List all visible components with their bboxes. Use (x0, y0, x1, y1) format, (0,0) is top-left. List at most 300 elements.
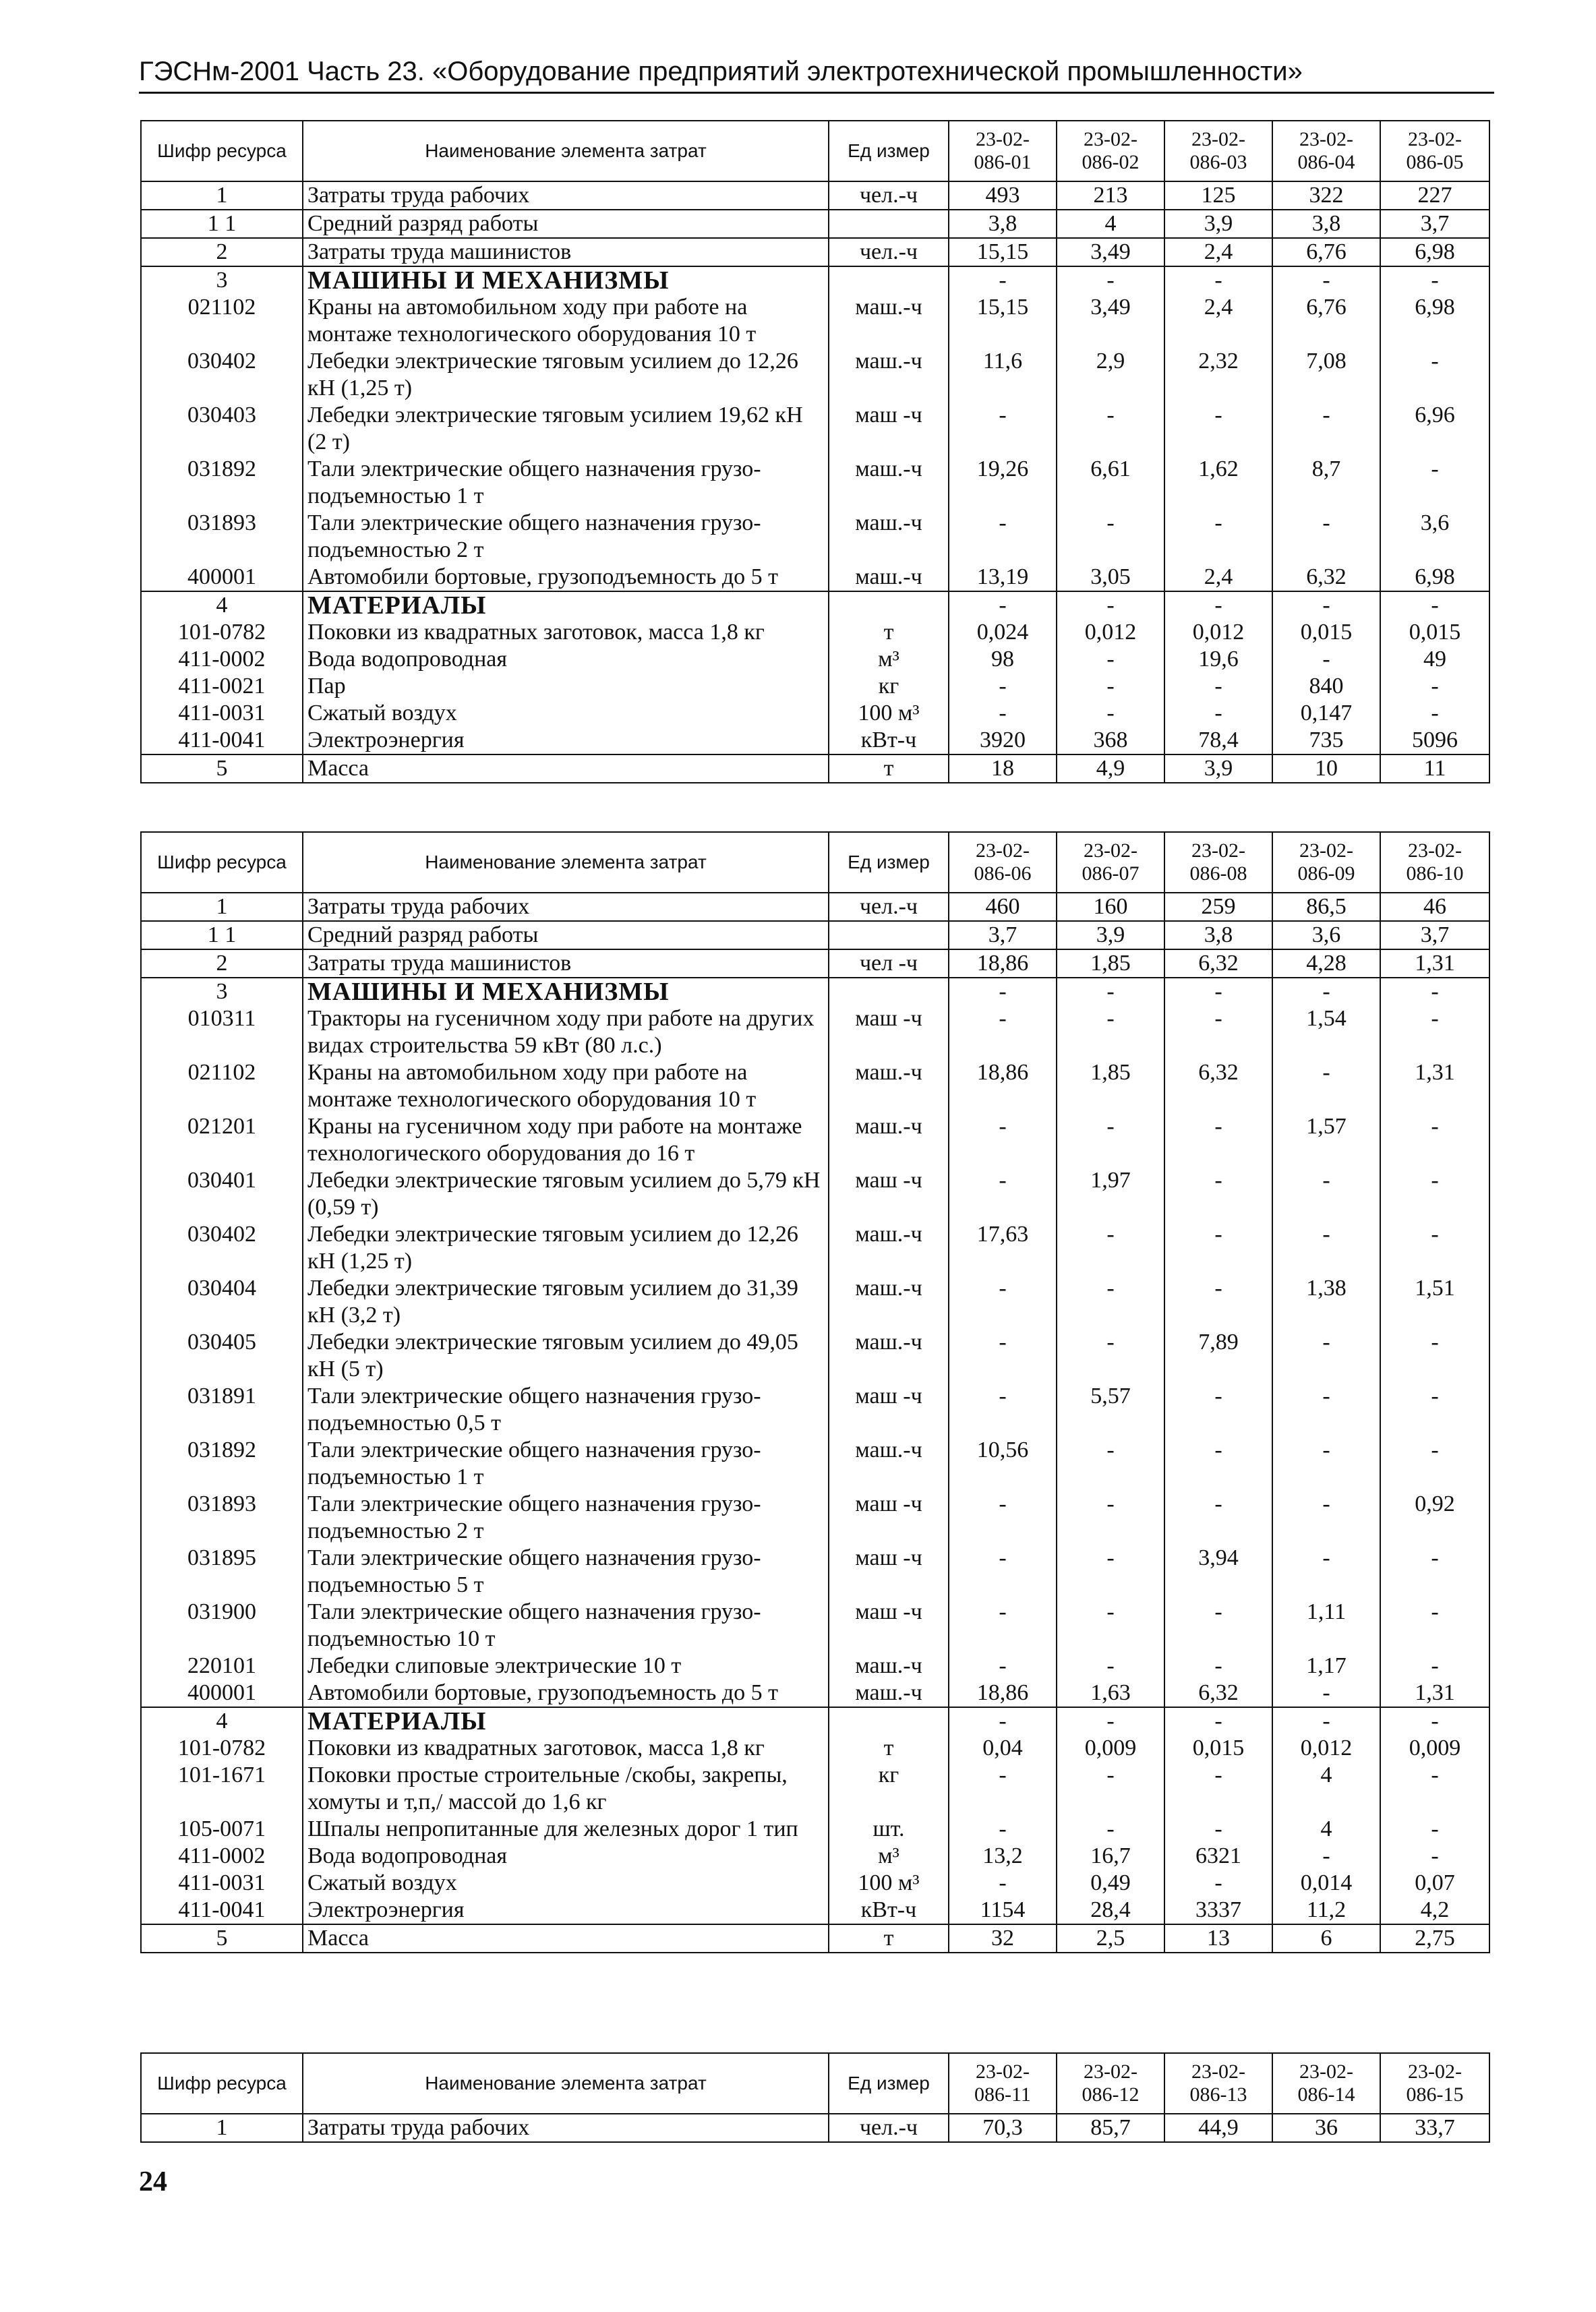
column-header-unit: Ед измер (829, 2053, 949, 2114)
resource-name: Сжатый воздух (303, 700, 829, 727)
resource-value: - (949, 1653, 1057, 1680)
resource-name: Затраты труда рабочих (303, 893, 829, 921)
resource-unit: маш -ч (829, 1383, 949, 1437)
resource-value: - (1380, 591, 1489, 619)
resource-unit (829, 266, 949, 294)
resource-code: 101-0782 (141, 1735, 303, 1762)
resource-value: - (949, 1329, 1057, 1383)
resource-value: - (1380, 1113, 1489, 1167)
resource-value: 3,05 (1057, 564, 1164, 591)
resource-value: 3,7 (1380, 921, 1489, 949)
table-row (141, 1599, 1489, 1653)
resource-value: 18,86 (949, 1680, 1057, 1707)
resource-value: - (1272, 1329, 1380, 1383)
resource-name: Тали электрические общего назначения грузо-подъемностью 1 т (303, 1437, 829, 1491)
resource-code: 031892 (141, 456, 303, 510)
resource-value: 3,9 (1164, 754, 1272, 783)
resource-value: - (1380, 1329, 1489, 1383)
table-row (141, 700, 1489, 727)
resource-value: 4,9 (1057, 754, 1164, 783)
resource-value: - (1164, 1491, 1272, 1545)
resource-name: Шпалы непропитанные для железных дорог 1 тип (303, 1816, 829, 1843)
resource-value: - (1057, 266, 1164, 294)
resource-value: - (1057, 1491, 1164, 1545)
resource-value: 493 (949, 181, 1057, 210)
resource-value: - (1272, 1437, 1380, 1491)
resource-value: - (1380, 1653, 1489, 1680)
resource-table-2 (140, 831, 1490, 1953)
resource-value: - (1272, 978, 1380, 1005)
resource-value: 11 (1380, 754, 1489, 783)
resource-value: 4 (1057, 210, 1164, 238)
resource-value: 3,49 (1057, 238, 1164, 266)
resource-value: - (1380, 978, 1489, 1005)
resource-code: 101-0782 (141, 619, 303, 646)
resource-code: 031893 (141, 1491, 303, 1545)
resource-unit (829, 591, 949, 619)
resource-code: 031891 (141, 1383, 303, 1437)
table-row (141, 1762, 1489, 1816)
resource-value: 6 (1272, 1924, 1380, 1953)
resource-value: 18 (949, 754, 1057, 783)
resource-name: Сжатый воздух (303, 1870, 829, 1897)
resource-value: 70,3 (949, 2114, 1057, 2142)
resource-value: - (1272, 1707, 1380, 1735)
resource-unit: маш.-ч (829, 294, 949, 348)
resource-value: 15,15 (949, 238, 1057, 266)
resource-value: - (949, 1383, 1057, 1437)
resource-name: Вода водопроводная (303, 646, 829, 673)
resource-value: 1,11 (1272, 1599, 1380, 1653)
resource-value: - (949, 1545, 1057, 1599)
resource-name: Тали электрические общего назначения грузо-подъемностью 0,5 т (303, 1383, 829, 1437)
resource-value: - (1164, 1383, 1272, 1437)
resource-value: 6,98 (1380, 238, 1489, 266)
resource-name: Тракторы на гусеничном ходу при работе на других видах строительства 59 кВт (80 л.с.) (303, 1005, 829, 1059)
resource-table-1 (140, 120, 1490, 783)
resource-value: 2,4 (1164, 238, 1272, 266)
resource-value: 0,009 (1057, 1735, 1164, 1762)
resource-value: - (949, 1816, 1057, 1843)
resource-value: 6,76 (1272, 238, 1380, 266)
table-row (141, 1383, 1489, 1437)
resource-name: МАШИНЫ И МЕХАНИЗМЫ (303, 266, 829, 294)
column-header-norm-code: 23-02- 086-12 (1057, 2053, 1164, 2114)
resource-unit: т (829, 1735, 949, 1762)
resource-value: 2,32 (1164, 348, 1272, 402)
table-row (141, 1924, 1489, 1953)
resource-value: 160 (1057, 893, 1164, 921)
column-header-norm-code: 23-02- 086-10 (1380, 832, 1489, 893)
resource-value: - (1380, 1545, 1489, 1599)
resource-name: Пар (303, 673, 829, 700)
resource-value: 3920 (949, 727, 1057, 754)
table-row (141, 727, 1489, 754)
resource-value: - (1380, 1707, 1489, 1735)
resource-value: - (1380, 1437, 1489, 1491)
resource-value: - (1380, 1221, 1489, 1275)
resource-value: - (1164, 1816, 1272, 1843)
page-number: 24 (139, 2166, 167, 2197)
resource-value: - (1057, 1545, 1164, 1599)
resource-code: 030403 (141, 402, 303, 456)
resource-value: - (949, 700, 1057, 727)
resource-name: Поковки из квадратных заготовок, масса 1,8 кг (303, 1735, 829, 1762)
resource-value: 6,32 (1164, 1059, 1272, 1113)
resource-value: 1,38 (1272, 1275, 1380, 1329)
resource-code: 400001 (141, 564, 303, 591)
resource-unit (829, 210, 949, 238)
resource-value: - (1164, 1005, 1272, 1059)
resource-value: - (1057, 402, 1164, 456)
table-row (141, 238, 1489, 266)
resource-value: - (1380, 266, 1489, 294)
resource-code: 3 (141, 266, 303, 294)
resource-value: 460 (949, 893, 1057, 921)
resource-value: - (1380, 1816, 1489, 1843)
resource-code: 3 (141, 978, 303, 1005)
resource-value: - (1164, 1707, 1272, 1735)
column-header-name: Наименование элемента затрат (303, 121, 829, 181)
resource-unit: маш -ч (829, 1167, 949, 1221)
resource-value: - (1164, 1870, 1272, 1897)
column-header-name: Наименование элемента затрат (303, 832, 829, 893)
column-header-norm-code: 23-02- 086-06 (949, 832, 1057, 893)
resource-value: - (1057, 646, 1164, 673)
resource-value: 6,96 (1380, 402, 1489, 456)
resource-value: - (1057, 510, 1164, 564)
resource-value: - (949, 1707, 1057, 1735)
resource-value: 7,89 (1164, 1329, 1272, 1383)
resource-unit: маш.-ч (829, 1680, 949, 1707)
resource-value: - (1164, 266, 1272, 294)
table-row (141, 564, 1489, 591)
resource-value: 8,7 (1272, 456, 1380, 510)
resource-value: - (1380, 1762, 1489, 1816)
resource-value: - (1057, 591, 1164, 619)
resource-value: 78,4 (1164, 727, 1272, 754)
resource-code: 411-0031 (141, 1870, 303, 1897)
resource-unit: кг (829, 1762, 949, 1816)
resource-name: Лебедки электрические тяговым усилием до 49,05 кН (5 т) (303, 1329, 829, 1383)
resource-value: - (1057, 1329, 1164, 1383)
resource-value: 15,15 (949, 294, 1057, 348)
resource-value: 3,8 (1164, 921, 1272, 949)
resource-value: 4,2 (1380, 1897, 1489, 1924)
column-header-norm-code: 23-02- 086-01 (949, 121, 1057, 181)
column-header-norm-code: 23-02- 086-05 (1380, 121, 1489, 181)
resource-value: 3,49 (1057, 294, 1164, 348)
resource-value: - (1272, 591, 1380, 619)
resource-value: - (1057, 1599, 1164, 1653)
table-row (141, 921, 1489, 949)
resource-value: 125 (1164, 181, 1272, 210)
resource-value: - (1057, 1653, 1164, 1680)
resource-value: 6,98 (1380, 564, 1489, 591)
resource-value: - (1380, 1599, 1489, 1653)
resource-value: 13 (1164, 1924, 1272, 1953)
resource-value: 13,19 (949, 564, 1057, 591)
table-row (141, 2114, 1489, 2142)
table-row (141, 1545, 1489, 1599)
resource-value: 86,5 (1272, 893, 1380, 921)
resource-value: 3,8 (1272, 210, 1380, 238)
resource-value: 3,94 (1164, 1545, 1272, 1599)
resource-code: 411-0002 (141, 1843, 303, 1870)
resource-value: - (1380, 700, 1489, 727)
resource-unit: маш.-ч (829, 1275, 949, 1329)
resource-value: - (1057, 700, 1164, 727)
column-header-norm-code: 23-02- 086-13 (1164, 2053, 1272, 2114)
table-row (141, 646, 1489, 673)
column-header-code: Шифр ресурса (141, 832, 303, 893)
resource-value: - (1057, 1113, 1164, 1167)
resource-code: 400001 (141, 1680, 303, 1707)
resource-value: 49 (1380, 646, 1489, 673)
resource-value: - (1272, 1491, 1380, 1545)
resource-unit: маш.-ч (829, 1221, 949, 1275)
resource-value: 0,015 (1380, 619, 1489, 646)
resource-unit: кг (829, 673, 949, 700)
resource-unit: маш.-ч (829, 1059, 949, 1113)
resource-value: - (1272, 1221, 1380, 1275)
resource-name: Тали электрические общего назначения грузо-подъемностью 5 т (303, 1545, 829, 1599)
resource-unit: м³ (829, 646, 949, 673)
resource-value: - (1164, 510, 1272, 564)
resource-value: 3,6 (1380, 510, 1489, 564)
table-row (141, 1680, 1489, 1707)
column-header-norm-code: 23-02- 086-08 (1164, 832, 1272, 893)
column-header-norm-code: 23-02- 086-07 (1057, 832, 1164, 893)
resource-value: 0,147 (1272, 700, 1380, 727)
table-row (141, 619, 1489, 646)
resource-value: - (1380, 1167, 1489, 1221)
resource-name: Автомобили бортовые, грузоподъемность до 5 т (303, 1680, 829, 1707)
resource-code: 105-0071 (141, 1816, 303, 1843)
resource-unit: чел.-ч (829, 238, 949, 266)
table-header-row (141, 121, 1489, 181)
table-row (141, 181, 1489, 210)
resource-value: - (1164, 978, 1272, 1005)
resource-name: Лебедки электрические тяговым усилием до 12,26 кН (1,25 т) (303, 1221, 829, 1275)
table-row (141, 510, 1489, 564)
resource-code: 1 (141, 893, 303, 921)
resource-value: 3,7 (1380, 210, 1489, 238)
resource-value: - (1057, 1221, 1164, 1275)
resource-value: - (1272, 1843, 1380, 1870)
resource-value: - (1057, 1762, 1164, 1816)
resource-unit: чел.-ч (829, 2114, 949, 2142)
resource-value: 18,86 (949, 949, 1057, 978)
table-row (141, 1735, 1489, 1762)
resource-value: 4 (1272, 1762, 1380, 1816)
resource-value: - (949, 1762, 1057, 1816)
resource-name: Затраты труда машинистов (303, 238, 829, 266)
resource-code: 4 (141, 1707, 303, 1735)
resource-value: 3,7 (949, 921, 1057, 949)
column-header-norm-code: 23-02- 086-14 (1272, 2053, 1380, 2114)
resource-name: Масса (303, 1924, 829, 1953)
resource-code: 021102 (141, 294, 303, 348)
resource-name: Тали электрические общего назначения грузо-подъемностью 1 т (303, 456, 829, 510)
resource-name: Лебедки электрические тяговым усилием 19,62 кН (2 т) (303, 402, 829, 456)
resource-value: 0,015 (1164, 1735, 1272, 1762)
column-header-unit: Ед измер (829, 832, 949, 893)
resource-value: - (1380, 1383, 1489, 1437)
resource-code: 1 1 (141, 921, 303, 949)
resource-unit: маш.-ч (829, 1437, 949, 1491)
resource-name: Тали электрические общего назначения грузо-подъемностью 2 т (303, 1491, 829, 1545)
table-row (141, 1113, 1489, 1167)
resource-value: 2,9 (1057, 348, 1164, 402)
table-row (141, 1653, 1489, 1680)
resource-code: 030405 (141, 1329, 303, 1383)
section-row (141, 1707, 1489, 1735)
resource-value: 0,92 (1380, 1491, 1489, 1545)
table-row (141, 402, 1489, 456)
resource-value: 6,61 (1057, 456, 1164, 510)
resource-value: - (949, 1005, 1057, 1059)
resource-name: Краны на автомобильном ходу при работе на монтаже технологического оборудования 10 т (303, 1059, 829, 1113)
resource-code: 411-0031 (141, 700, 303, 727)
resource-value: - (1057, 1275, 1164, 1329)
resource-unit: т (829, 619, 949, 646)
resource-code: 4 (141, 591, 303, 619)
resource-value: 0,014 (1272, 1870, 1380, 1897)
resource-code: 220101 (141, 1653, 303, 1680)
resource-value: 1,63 (1057, 1680, 1164, 1707)
resource-name: Поковки из квадратных заготовок, масса 1,8 кг (303, 619, 829, 646)
resource-value: 2,4 (1164, 564, 1272, 591)
resource-value: 10 (1272, 754, 1380, 783)
resource-value: 0,07 (1380, 1870, 1489, 1897)
resource-value: - (949, 591, 1057, 619)
resource-value: - (1380, 456, 1489, 510)
resource-name: Тали электрические общего назначения грузо-подъемностью 2 т (303, 510, 829, 564)
resource-name: Лебедки слиповые электрические 10 т (303, 1653, 829, 1680)
resource-value: 6,32 (1164, 1680, 1272, 1707)
table-row (141, 1843, 1489, 1870)
resource-value: - (1057, 673, 1164, 700)
resource-value: 19,26 (949, 456, 1057, 510)
table-row (141, 1221, 1489, 1275)
resource-value: 1,31 (1380, 1680, 1489, 1707)
resource-value: - (1272, 1545, 1380, 1599)
table-header-row (141, 2053, 1489, 2114)
resource-value: - (1272, 646, 1380, 673)
resource-name: Тали электрические общего назначения грузо-подъемностью 10 т (303, 1599, 829, 1653)
resource-value: 735 (1272, 727, 1380, 754)
table-row (141, 348, 1489, 402)
resource-value: 3,6 (1272, 921, 1380, 949)
resource-value: 2,75 (1380, 1924, 1489, 1953)
resource-value: - (1057, 1437, 1164, 1491)
resource-value: 19,6 (1164, 646, 1272, 673)
resource-name: Средний разряд работы (303, 210, 829, 238)
resource-name: Затраты труда рабочих (303, 2114, 829, 2142)
resource-value: - (1272, 1680, 1380, 1707)
resource-value: 0,024 (949, 619, 1057, 646)
resource-value: 7,08 (1272, 348, 1380, 402)
resource-code: 031895 (141, 1545, 303, 1599)
resource-unit: маш.-ч (829, 348, 949, 402)
resource-value: 1,85 (1057, 949, 1164, 978)
resource-value: - (1272, 1383, 1380, 1437)
resource-value: 0,015 (1272, 619, 1380, 646)
resource-value: - (1272, 510, 1380, 564)
resource-value: - (949, 1599, 1057, 1653)
resource-value: 1,54 (1272, 1005, 1380, 1059)
resource-value: 1,85 (1057, 1059, 1164, 1113)
resource-value: - (1057, 1707, 1164, 1735)
resource-value: 4 (1272, 1816, 1380, 1843)
resource-value: 0,012 (1057, 619, 1164, 646)
resource-unit: т (829, 1924, 949, 1953)
resource-name: Электроэнергия (303, 727, 829, 754)
resource-code: 1 1 (141, 210, 303, 238)
resource-value: 6,76 (1272, 294, 1380, 348)
resource-code: 2 (141, 949, 303, 978)
resource-value: - (1380, 1005, 1489, 1059)
resource-value: - (1057, 1005, 1164, 1059)
resource-value: 6,32 (1272, 564, 1380, 591)
resource-value: 18,86 (949, 1059, 1057, 1113)
resource-value: 1,57 (1272, 1113, 1380, 1167)
resource-value: - (1380, 673, 1489, 700)
resource-unit: маш.-ч (829, 510, 949, 564)
resource-value: 32 (949, 1924, 1057, 1953)
resource-unit: маш -ч (829, 1545, 949, 1599)
resource-unit (829, 1707, 949, 1735)
column-header-norm-code: 23-02- 086-02 (1057, 121, 1164, 181)
resource-value: - (1272, 1167, 1380, 1221)
column-header-norm-code: 23-02- 086-11 (949, 2053, 1057, 2114)
resource-name: Поковки простые строительные /скобы, закрепы, хомуты и т,п,/ массой до 1,6 кг (303, 1762, 829, 1816)
column-header-unit: Ед измер (829, 121, 949, 181)
resource-value: 3,8 (949, 210, 1057, 238)
resource-code: 411-0041 (141, 1897, 303, 1924)
resource-value: 11,2 (1272, 1897, 1380, 1924)
resource-unit: маш -ч (829, 1005, 949, 1059)
resource-value: - (1164, 1762, 1272, 1816)
resource-code: 1 (141, 2114, 303, 2142)
resource-value: 227 (1380, 181, 1489, 210)
resource-code: 031892 (141, 1437, 303, 1491)
resource-value: 6321 (1164, 1843, 1272, 1870)
resource-value: 1,51 (1380, 1275, 1489, 1329)
resource-value: - (1272, 1059, 1380, 1113)
table-row (141, 893, 1489, 921)
resource-value: 2,4 (1164, 294, 1272, 348)
resource-value: 13,2 (949, 1843, 1057, 1870)
resource-value: 6,98 (1380, 294, 1489, 348)
resource-value: 44,9 (1164, 2114, 1272, 2142)
resource-value: 0,012 (1272, 1735, 1380, 1762)
resource-value: - (1164, 591, 1272, 619)
table-row (141, 754, 1489, 783)
resource-code: 030402 (141, 1221, 303, 1275)
resource-value: - (1164, 673, 1272, 700)
resource-code: 030401 (141, 1167, 303, 1221)
resource-name: Лебедки электрические тяговым усилием до 31,39 кН (3,2 т) (303, 1275, 829, 1329)
resource-value: - (1164, 1599, 1272, 1653)
resource-value: - (1164, 1653, 1272, 1680)
resource-unit: маш.-ч (829, 1329, 949, 1383)
resource-value: 1154 (949, 1897, 1057, 1924)
resource-value: - (1272, 266, 1380, 294)
resource-name: Вода водопроводная (303, 1843, 829, 1870)
resource-value: 5096 (1380, 727, 1489, 754)
